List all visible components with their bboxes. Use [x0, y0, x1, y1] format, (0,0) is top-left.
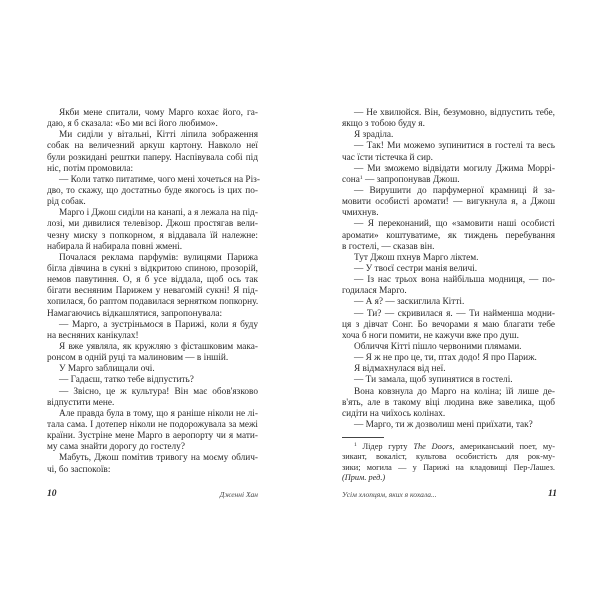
text-line: — Не хвилюйся. Він, безумовно, відпустить тебе,	[354, 108, 555, 118]
text-line: Намагаючись відкашлятися, запропонувала:	[47, 308, 223, 319]
text-line: дво, то скажу, що достатньо буде якогось із цих по-	[47, 185, 258, 196]
text-line: ронсом в одній руці та малиновим — в іншій.	[47, 353, 229, 364]
text-segment: (Прим. ред.)	[342, 472, 386, 482]
text-line: лозі, ми дивилися телевізор. Джош простягав вели-	[47, 219, 258, 230]
text-line: — Із нас трьох вона найбільша модниця, — по-	[354, 275, 555, 286]
text-line: Я зраділа.	[354, 130, 394, 141]
text-segment: Лідер гурту	[356, 442, 414, 451]
text-line	[342, 175, 555, 186]
text-line: зикант, вокаліст, культова особистість для рок-му-	[342, 452, 555, 462]
text-line: Вона ковзнула до Марго на коліна; їй лише де-	[354, 386, 555, 397]
text-line: чі, бо заспокоїв:	[47, 464, 111, 475]
text-line: — Гадаєш, татко тебе відпустить?	[59, 375, 194, 386]
text-line: Мабуть, Джош помітив тривогу на моєму облич-	[59, 453, 258, 464]
text-line: якщо з тобою буду я.	[342, 119, 425, 130]
text-line: в гостелі, — сказав він.	[342, 241, 435, 252]
text-line	[342, 442, 555, 452]
text-line: Обличчя Кітті пішло червоними плямами.	[354, 341, 522, 352]
text-line: набирала й набирала повні жмені.	[47, 241, 183, 252]
text-line: — Марго, а зустріньмося в Парижі, коли я буду	[59, 319, 258, 330]
text-line: країни. Зустріне мене Марго в аеропорту чи я мати-	[47, 431, 258, 442]
text-line: були розкидані рештки паперу. Наспівувала собі під	[47, 152, 258, 163]
text-line: тала сама. І дотепер ніколи не подорожувала за межі	[47, 419, 258, 430]
text-line: — У твоєї сестри манія величі.	[354, 263, 478, 274]
text-line: му сама знайти дорогу до гостелу?	[47, 442, 185, 453]
text-line: У Марго заблищали очі.	[59, 364, 155, 375]
text-line: відпустити мене.	[47, 397, 115, 408]
text-line: в'ять, але в такому віці людина вже завелика, щоб	[342, 397, 555, 408]
text-line: собак на величезний аркуш картону. Навколо неї	[47, 141, 258, 152]
footnote	[342, 442, 555, 483]
text-line: ніс, потім промовила:	[47, 163, 134, 174]
text-line: аромати» коштуватиме, як тиждень перебування	[342, 230, 555, 241]
text-line: зики; могила — у Парижі на кладовищі Пер-Лашез.	[342, 462, 555, 472]
page-number: 11	[548, 489, 557, 499]
text-line: мовити особисті аромати! — вигукнула я, а Джош	[342, 197, 555, 208]
text-line: чезну миску з попкорном, я віддавала їй належне:	[47, 230, 258, 241]
text-line: Якби мене спитали, чому Марго кохає його, га-	[59, 108, 258, 118]
text-line: бігла дівчина в сукні з відкритою спиною, прозорій,	[47, 263, 258, 274]
text-line: годилася Марго.	[342, 286, 407, 297]
left-page-body-text	[47, 108, 258, 476]
text-line: хоча б ноги помити, не кажучи вже про душ.	[342, 330, 519, 341]
text-line: хопилася, бо раптом подавилася зернятком попкорну.	[47, 297, 259, 308]
right-page	[300, 0, 600, 600]
text-line: — Я ж не про це, ти, птах додо! Я про Париж.	[354, 353, 537, 364]
text-line: — Ти замала, щоб зупинятися в гостелі.	[354, 375, 513, 386]
text-line: ця з дівчат Сонг. Бо вечорами я маю благати тебе	[342, 319, 555, 330]
text-line: — Марго, ти ж дозволиш мені приїхати, так?	[354, 419, 533, 430]
text-line: Марго і Джош сиділи на канапі, а я лежала на під-	[59, 208, 258, 219]
text-line	[342, 473, 555, 483]
text-line: Почалася реклама парфумів: вулицями Парижа	[59, 252, 258, 263]
text-segment: The Doors	[413, 442, 453, 451]
page-number: 10	[47, 489, 57, 499]
text-line: — Вирушити до парфумерної крамниці й за-	[354, 185, 555, 196]
text-line: Я вже уявляла, як кружляю з фісташковим мака-	[59, 341, 258, 352]
text-line: Ми сиділи у вітальні, Кітті ліпила зображення	[59, 130, 258, 141]
text-line: Але правда була в тому, що я раніше ніколи не лі-	[59, 408, 258, 419]
text-line: на весняних канікулах!	[47, 330, 139, 341]
text-line: немов павутиння. О, я б усе віддала, щоб ось так	[47, 275, 258, 286]
text-line: даю, я б сказала: «Бо ми всі його любимо».	[47, 119, 218, 130]
running-head-author: Дженні Хан	[219, 490, 258, 499]
footnote-separator	[342, 437, 384, 438]
running-head-title: Усім хлопцям, яких я кохала...	[342, 490, 437, 499]
text-line: — Коли татко питатиме, чого мені хочеться на Різ-	[59, 174, 260, 185]
text-line: — Звісно, це ж культура! Він має обов'язково	[59, 386, 258, 397]
text-segment: сона	[342, 174, 360, 185]
text-line: Тут Джош пхнув Марго ліктем.	[354, 252, 479, 263]
right-page-body-text	[342, 108, 555, 431]
text-segment: — запропонував Джош.	[362, 174, 460, 185]
footnote-marker: 1	[354, 442, 357, 448]
text-line: — А я? — заскиглила Кітті.	[354, 297, 465, 308]
text-line: сидіти на чиїхось колінах.	[342, 408, 446, 419]
text-line: час їсти тістечка й сир.	[342, 152, 433, 163]
text-line: бігати весняним Парижем у невагомій сукні! Я під-	[47, 286, 258, 297]
footnote-marker: 1	[359, 174, 363, 181]
text-line: — Я переконаний, що «замовити наші особисті	[354, 219, 555, 230]
text-line: — Так! Ми можемо зупинитися в гостелі та весь	[354, 141, 555, 152]
text-line: чмихнув.	[342, 208, 379, 219]
text-segment: , американський поет, му-	[452, 442, 555, 451]
text-line: рід собак.	[47, 197, 86, 208]
text-line: — Ти? — скривилася я. — Ти найменша модни-	[354, 308, 555, 319]
text-line: — Ми зможемо відвідати могилу Джима Моррі-	[354, 163, 555, 174]
text-line: Я відмахнулася від неї.	[354, 364, 446, 375]
